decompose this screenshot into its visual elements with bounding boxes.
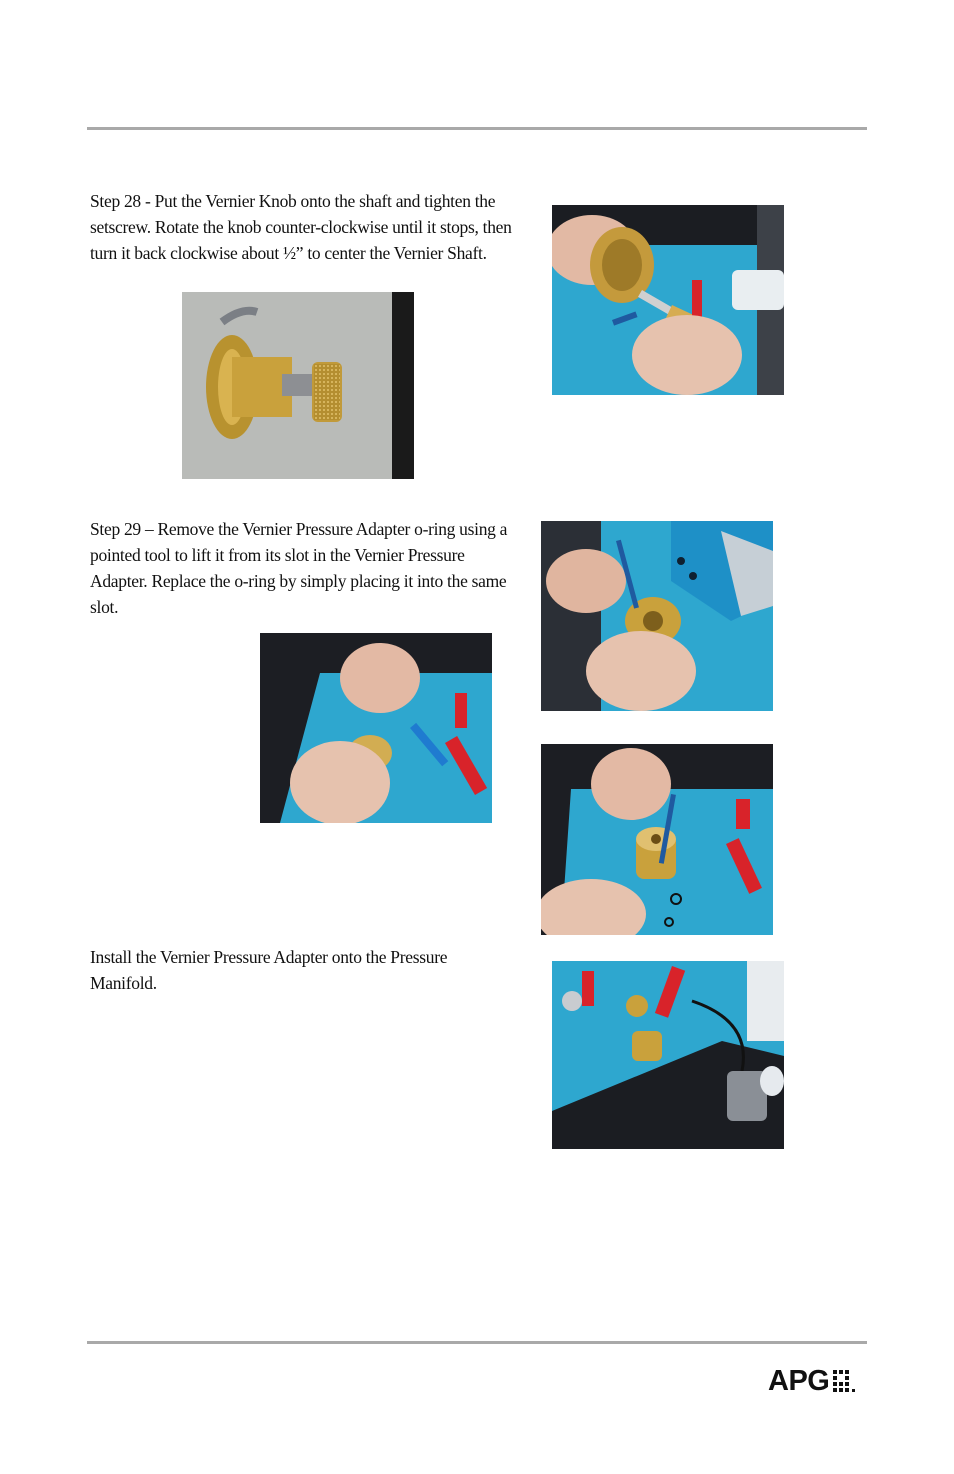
install-text: Install the Vernier Pressure Adapter onto the Pressure Manifold. [90, 947, 448, 993]
step-29-photo-oring [260, 633, 492, 823]
apg-logo-mark-icon [830, 1366, 860, 1396]
install-photo-manifold [552, 961, 784, 1149]
step-29-photo-placing [541, 744, 773, 935]
step-28-photo-knob [182, 292, 414, 479]
footer-rule [87, 1341, 867, 1344]
apg-logo-text: APG [768, 1365, 830, 1397]
apg-logo [768, 1362, 878, 1396]
step-28-photo-hands [552, 205, 784, 395]
step-29-photo-adapter [541, 521, 773, 711]
step-28-text: Step 28 - Put the Vernier Knob onto the shaft and tighten the setscrew. Rotate the knob counter-clockwise until it stops, then turn it back clockwise about ½” to center the Vernier Shaft. [90, 191, 512, 263]
step-29-text: Step 29 – Remove the Vernier Pressure Adapter o-ring using a pointed tool to lift it from its slot in the Vernier Pressure Adapter. Replace the o-ring by simply placing it into the same slot. [90, 519, 508, 617]
header-rule [87, 127, 867, 130]
